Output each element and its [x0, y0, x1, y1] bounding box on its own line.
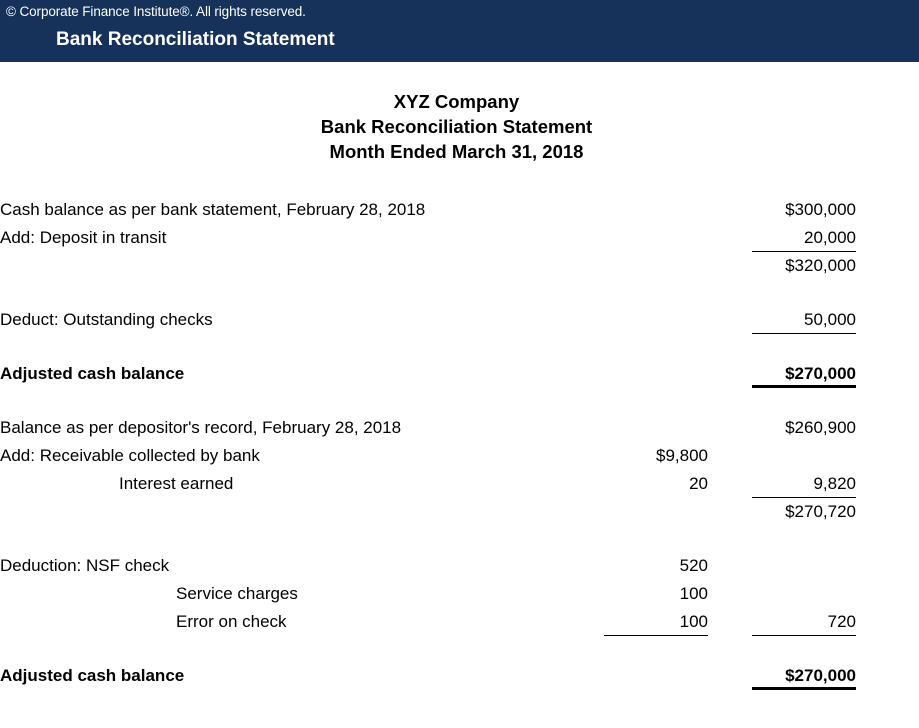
table-row [0, 306, 919, 334]
spacer [0, 526, 919, 552]
spacer [0, 334, 919, 360]
row-mid-receivable-collected: $9,800 [656, 446, 708, 465]
row-gap [708, 252, 752, 280]
page-title: Bank Reconciliation Statement [56, 29, 335, 50]
row-amount-book-opening: $260,900 [785, 418, 856, 437]
row-pad [856, 442, 919, 470]
row-amount-bank-subtotal: $320,000 [785, 256, 856, 275]
row-mid-nsf-check: 520 [679, 556, 708, 575]
row-mid-empty [604, 224, 708, 252]
row-pad [856, 608, 919, 636]
row-label-adjusted-cash-balance-bank: Adjusted cash balance [0, 364, 185, 383]
row-gap [708, 306, 752, 334]
row-pad [856, 360, 919, 388]
table-row [0, 580, 919, 608]
row-mid-empty [604, 196, 708, 224]
row-pad [856, 498, 919, 526]
row-pad [856, 662, 919, 690]
row-pad [856, 470, 919, 498]
table-row [0, 608, 919, 636]
row-gap [708, 470, 752, 498]
table-row [0, 196, 919, 224]
table-row-total [0, 662, 919, 690]
row-pad [856, 552, 919, 580]
row-gap [708, 196, 752, 224]
row-mid-empty [604, 498, 708, 526]
row-pad [856, 414, 919, 442]
copyright-notice: © Corporate Finance Institute®. All rights reserved. [6, 4, 306, 19]
bank-reconciliation-table [0, 196, 919, 690]
row-label-receivable-collected: Add: Receivable collected by bank [0, 446, 260, 465]
spacer [0, 636, 919, 662]
row-label-error-on-check: Error on check [176, 612, 287, 631]
row-gap [708, 414, 752, 442]
row-label-outstanding-checks: Deduct: Outstanding checks [0, 310, 213, 329]
row-amount-deposit-in-transit: 20,000 [752, 224, 856, 252]
row-mid-empty [604, 252, 708, 280]
heading-company-name: XYZ Company [393, 91, 520, 112]
table-row [0, 498, 919, 526]
heading-period: Month Ended March 31, 2018 [329, 141, 584, 162]
row-gap [708, 498, 752, 526]
row-amount-adjusted-cash-balance-book: $270,000 [752, 662, 856, 690]
row-gap [708, 360, 752, 388]
row-mid-service-charges: 100 [679, 584, 708, 603]
row-label-deposit-in-transit: Add: Deposit in transit [0, 228, 167, 247]
row-label-bank-opening: Cash balance as per bank statement, February 28, 2018 [0, 200, 426, 219]
row-gap [708, 580, 752, 608]
row-mid-empty [604, 360, 708, 388]
row-pad [856, 252, 919, 280]
row-amount-outstanding-checks: 50,000 [752, 306, 856, 334]
row-amount-empty [752, 580, 856, 608]
row-amount-empty [752, 552, 856, 580]
row-mid-interest-earned: 20 [689, 474, 708, 493]
row-mid-empty [604, 662, 708, 690]
row-amount-additions-total: 9,820 [752, 470, 856, 498]
header-banner [0, 0, 919, 62]
row-gap [708, 442, 752, 470]
row-pad [856, 224, 919, 252]
row-pad [856, 196, 919, 224]
row-gap [708, 552, 752, 580]
table-row [0, 224, 919, 252]
row-label-bank-subtotal [0, 252, 604, 280]
table-row [0, 414, 919, 442]
row-label-adjusted-cash-balance-book: Adjusted cash balance [0, 666, 185, 685]
row-amount-bank-opening: $300,000 [785, 200, 856, 219]
row-mid-empty [604, 414, 708, 442]
row-label-service-charges: Service charges [176, 584, 298, 603]
heading-statement-name: Bank Reconciliation Statement [320, 116, 593, 137]
row-amount-book-subtotal: $270,720 [785, 502, 856, 521]
statement-heading [0, 89, 919, 164]
row-label-book-subtotal [0, 498, 604, 526]
row-amount-empty [752, 442, 856, 470]
spacer [0, 388, 919, 414]
row-amount-adjusted-cash-balance-bank: $270,000 [752, 360, 856, 388]
row-label-book-opening: Balance as per depositor's record, February 28, 2018 [0, 418, 402, 437]
row-label-interest-earned: Interest earned [119, 474, 234, 493]
row-amount-deductions-total: 720 [752, 608, 856, 636]
table-row [0, 552, 919, 580]
table-row [0, 252, 919, 280]
row-gap [708, 662, 752, 690]
row-mid-empty [604, 306, 708, 334]
row-mid-error-on-check: 100 [604, 608, 708, 636]
row-gap [708, 224, 752, 252]
spacer [0, 280, 919, 306]
row-pad [856, 580, 919, 608]
row-label-nsf-check: Deduction: NSF check [0, 556, 170, 575]
table-row [0, 442, 919, 470]
table-row [0, 470, 919, 498]
row-gap [708, 608, 752, 636]
table-row-total [0, 360, 919, 388]
row-pad [856, 306, 919, 334]
